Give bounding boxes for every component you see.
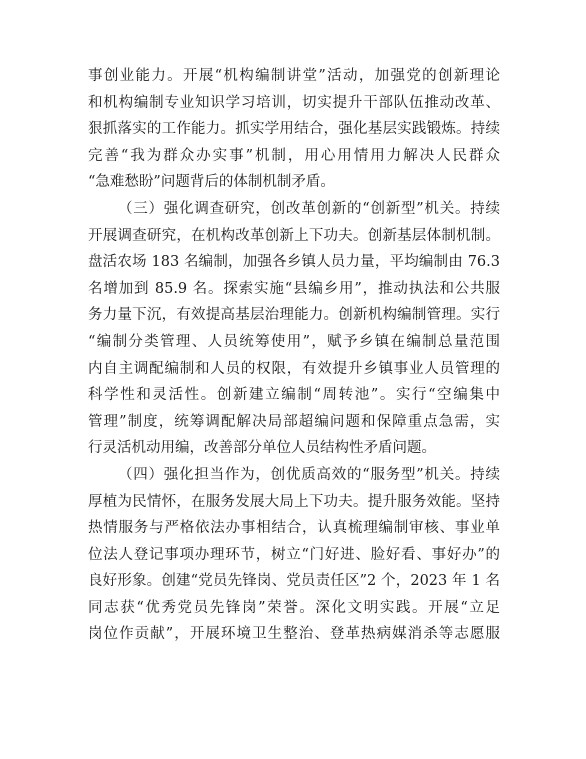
text-line: “急难愁盼”问题背后的体制机制矛盾。 — [88, 174, 335, 191]
text-line: 务力量下沉，有效提高基层治理能力。创新机构编制管理。实行 — [88, 307, 500, 324]
text-line: 名增加到 85.9 名。探索实施“县编乡用”，推动执法和公共服 — [88, 280, 500, 297]
text-line: 位法人登记事项办理环节，树立“门好进、脸好看、事好办”的 — [88, 546, 500, 563]
text-line: 科学性和灵活性。创新建立编制“周转池”。实行“空编集中 — [88, 387, 500, 404]
paragraph-first-line: （三）强化调查研究，创改革创新的“创新型”机关。持续 — [118, 200, 500, 217]
text-line: “编制分类管理、人员统筹使用”，赋予乡镇在编制总量范围 — [88, 333, 500, 350]
text-line: 狠抓落实的工作能力。抓实学用结合，强化基层实践锻炼。持续 — [88, 121, 500, 138]
text-line: 和机构编制专业知识学习培训，切实提升干部队伍推动改革、 — [88, 94, 500, 111]
text-line: 事创业能力。开展“机构编制讲堂”活动，加强党的创新理论 — [88, 68, 500, 84]
text-line: 内自主调配编制和人员的权限，有效提升乡镇事业人员管理的 — [88, 360, 500, 377]
text-line: 完善“我为群众办实事”机制，用心用情用力解决人民群众 — [88, 147, 500, 164]
paragraph-first-line: （四）强化担当作为，创优质高效的“服务型”机关。持续 — [118, 466, 500, 483]
text-line: 行灵活机动用编，改善部分单位人员结构性矛盾问题。 — [88, 440, 436, 457]
text-line: 热情服务与严格依法办事相结合，认真梳理编制审核、事业单 — [88, 520, 500, 537]
text-line: 开展调查研究，在机构改革创新上下功夫。创新基层体制机制。 — [88, 227, 500, 244]
document-body — [88, 63, 500, 648]
text-line: 厚植为民情怀，在服务发展大局上下功夫。提升服务效能。坚持 — [88, 493, 500, 510]
text-line: 良好形象。创建“党员先锋岗、党员责任区”2 个，2023 年 1 名 — [88, 573, 500, 590]
text-line: 岗位作贡献”，开展环境卫生整治、登革热病媒消杀等志愿服 — [88, 626, 500, 643]
text-line: 盘活农场 183 名编制，加强各乡镇人员力量，平均编制由 76.3 — [88, 254, 500, 271]
text-line: 同志获“优秀党员先锋岗”荣誉。深化文明实践。开展“立足 — [88, 599, 500, 616]
text-line: 管理”制度，统筹调配解决局部超编问题和保障重点急需，实 — [88, 413, 500, 430]
